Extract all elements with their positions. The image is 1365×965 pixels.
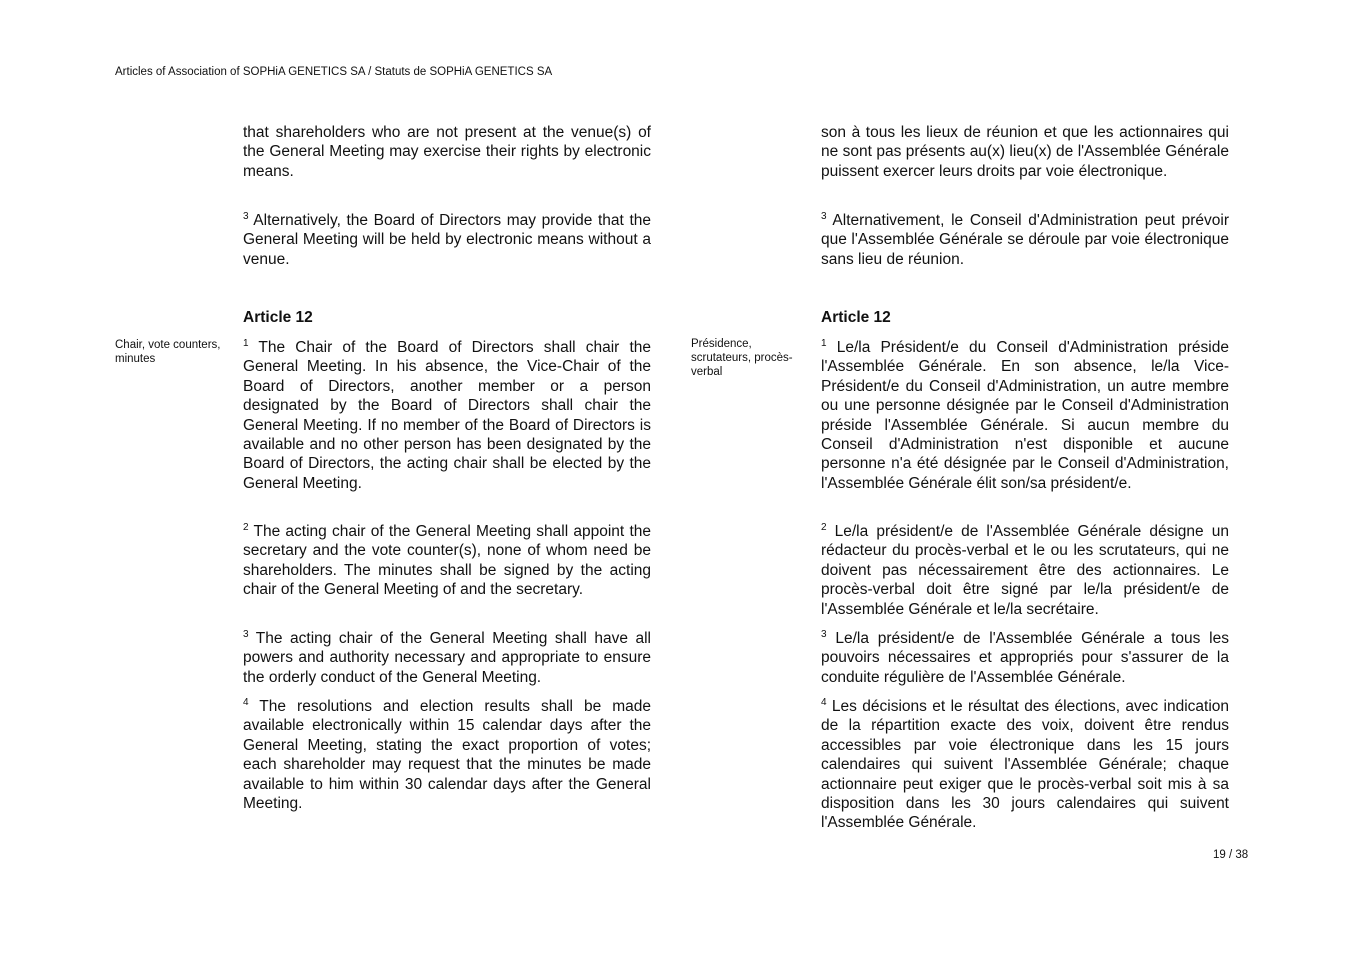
fr-paragraph-number: 3 bbox=[821, 628, 827, 640]
page-number: 19 / 38 bbox=[1213, 849, 1249, 861]
fr-margin-label: Présidence, scrutateurs, procès-verbal bbox=[691, 338, 793, 378]
en-paragraph-continuation: that shareholders who are not present at the venue(s) of the General Meeting may exercise their rights by electronic means. bbox=[243, 124, 651, 180]
fr-paragraph-continuation: son à tous les lieux de réunion et que les actionnaires qui ne sont pas présents au(x) lieu(x) de l'Assemblée Générale puissent exercer leurs droits par voie électronique. bbox=[821, 124, 1229, 180]
fr-paragraph-text: Le/la président/e de l'Assemblée Générale désigne un rédacteur du procès-verbal et le ou les scrutateurs, qui ne doivent pas nécessairement être des actionnaires. Le procès-verbal doit être signé par le/la président/e de l'Assemblée Générale et le/la secrétaire. bbox=[821, 523, 1229, 618]
en-paragraph-3-alternative bbox=[243, 211, 651, 269]
fr-paragraph-1 bbox=[821, 338, 1229, 493]
en-paragraph-text: The Chair of the Board of Directors shall chair the General Meeting. In his absence, the Vice-Chair of the Board of Directors, another member or a person designated by the Board of Directors shall chair the General Meeting. If no member of the Board of Directors is available and no other person has been designated by the Board of Directors, the acting chair shall be elected by the General Meeting. bbox=[243, 339, 651, 492]
en-paragraph-number: 4 bbox=[243, 696, 249, 708]
en-paragraph-3 bbox=[243, 629, 651, 687]
en-paragraph-text: Alternatively, the Board of Directors may provide that the General Meeting will be held by electronic means without a venue. bbox=[243, 212, 651, 268]
en-paragraph-2 bbox=[243, 522, 651, 600]
en-paragraph-number: 3 bbox=[243, 628, 249, 640]
fr-paragraph-number: 4 bbox=[821, 696, 827, 708]
en-paragraph-text: The resolutions and election results shall be made available electronically within 15 calendar days after the General Meeting, stating the exact proportion of votes; each shareholder may request that the minutes be made available to him within 30 calendar days after the General Meeting. bbox=[243, 698, 651, 813]
fr-paragraph-2 bbox=[821, 522, 1229, 619]
en-margin-label: Chair, vote counters, minutes bbox=[115, 339, 221, 365]
fr-paragraph-3 bbox=[821, 629, 1229, 687]
en-paragraph-number: 3 bbox=[243, 210, 249, 222]
fr-paragraph-text: Le/la Président/e du Conseil d'Administration préside l'Assemblée Générale. En son absence, le/la Vice-Président/e du Conseil d'Administration, un autre membre ou une personne désignée par le Conseil d'Administration préside l'Assemblée Générale. Si aucun membre du Conseil d'Administration n'est disponible et aucune personne n'a été désignée par le Conseil d'Administration, l'Assemblée Générale élit son/sa président/e. bbox=[821, 339, 1229, 492]
en-paragraph-number: 2 bbox=[243, 521, 249, 533]
en-paragraph-number: 1 bbox=[243, 337, 249, 349]
fr-paragraph-number: 2 bbox=[821, 521, 827, 533]
en-paragraph-text: The acting chair of the General Meeting shall have all powers and authority necessary and appropriate to ensure the orderly conduct of the General Meeting. bbox=[243, 630, 651, 686]
en-article-heading: Article 12 bbox=[243, 309, 313, 326]
fr-paragraph-3-alternative bbox=[821, 211, 1229, 269]
document-header: Articles of Association of SOPHiA GENETICS SA / Statuts de SOPHiA GENETICS SA bbox=[115, 66, 553, 78]
fr-paragraph-number: 1 bbox=[821, 337, 827, 349]
fr-paragraph-number: 3 bbox=[821, 210, 827, 222]
fr-paragraph-text: Le/la président/e de l'Assemblée Générale a tous les pouvoirs nécessaires et appropriés pour s'assurer de la conduite régulière de l'Assemblée Générale. bbox=[821, 630, 1229, 686]
en-paragraph-text: The acting chair of the General Meeting shall appoint the secretary and the vote counter(s), none of whom need be shareholders. The minutes shall be signed by the acting chair of the General Meeting of and the secretary. bbox=[243, 523, 651, 599]
fr-paragraph-text: Les décisions et le résultat des élections, avec indication de la répartition exacte des voix, doivent être rendus accessibles par voie électronique dans les 15 jours calendaires qui suivent l'Assemblée Générale; chaque actionnaire peut exiger que le procès-verbal soit mis à sa disposition dans les 30 jours calendaires qui suivent l'Assemblée Générale. bbox=[821, 698, 1229, 832]
fr-paragraph-text: Alternativement, le Conseil d'Administration peut prévoir que l'Assemblée Générale se déroule par voie électronique sans lieu de réunion. bbox=[821, 212, 1229, 268]
fr-article-heading: Article 12 bbox=[821, 309, 891, 326]
en-paragraph-1 bbox=[243, 338, 651, 493]
fr-paragraph-4 bbox=[821, 697, 1229, 833]
en-paragraph-4 bbox=[243, 697, 651, 813]
